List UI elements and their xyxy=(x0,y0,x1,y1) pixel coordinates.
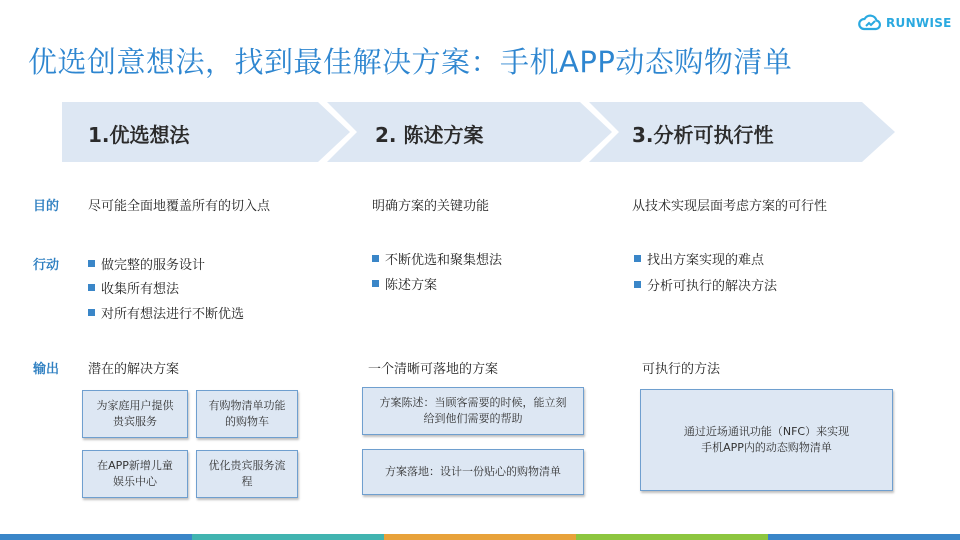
column-2-goal: 明确方案的关键功能 xyxy=(372,199,490,214)
bottom-color-bar xyxy=(0,534,960,540)
step-2-label: 2. 陈述方案 xyxy=(375,123,484,147)
bullet-square-icon xyxy=(372,280,379,287)
solution-implementation-box xyxy=(362,449,584,495)
action-text: 分析可执行的解决方法 xyxy=(647,279,778,294)
executable-method-box xyxy=(640,389,893,491)
bar-segment xyxy=(576,534,768,540)
action-text: 对所有想法进行不断优选 xyxy=(101,307,245,322)
box-text-line: 有购物清单功能 xyxy=(208,399,286,412)
column-2-output-title: 一个清晰可落地的方案 xyxy=(368,362,499,377)
column-1-action-item xyxy=(88,303,244,322)
column-3-action-item xyxy=(634,275,777,294)
solution-statement-box xyxy=(362,387,584,435)
action-text: 做完整的服务设计 xyxy=(101,258,206,273)
cloud-icon xyxy=(858,13,882,33)
box-text-line: 在APP新增儿童 xyxy=(97,459,173,472)
page-title: 优选创意想法，找到最佳解决方案：手机APP动态购物清单 xyxy=(28,45,793,79)
bullet-square-icon xyxy=(88,260,95,267)
bullet-square-icon xyxy=(634,255,641,262)
column-2-action-item xyxy=(372,249,502,268)
output-row-label: 输出 xyxy=(33,362,60,377)
step-1-label: 1.优选想法 xyxy=(88,123,190,147)
action-text: 找出方案实现的难点 xyxy=(647,253,765,268)
box-text-line: 手机APP内的动态购物清单 xyxy=(701,441,832,454)
idea-box xyxy=(196,450,298,498)
box-text-line: 程 xyxy=(241,475,253,488)
box-text-line: 娱乐中心 xyxy=(112,475,157,488)
bar-segment xyxy=(768,534,960,540)
action-text: 不断优选和聚集想法 xyxy=(385,253,503,268)
bar-segment xyxy=(192,534,384,540)
logo-text: RUNWISE xyxy=(886,16,952,30)
action-text: 收集所有想法 xyxy=(101,282,180,297)
box-text-line: 的购物车 xyxy=(225,415,269,428)
brand-logo xyxy=(858,10,952,36)
column-1-goal: 尽可能全面地覆盖所有的切入点 xyxy=(88,199,271,214)
bullet-square-icon xyxy=(634,281,641,288)
column-1-action-item xyxy=(88,254,205,273)
bullet-square-icon xyxy=(88,284,95,291)
bullet-square-icon xyxy=(88,309,95,316)
goal-row-label: 目的 xyxy=(33,199,60,214)
box-text-line: 贵宾服务 xyxy=(113,415,157,428)
column-3-goal: 从技术实现层面考虑方案的可行性 xyxy=(632,199,828,214)
column-3-output-title: 可执行的方法 xyxy=(642,362,721,377)
box-text-line: 给到他们需要的帮助 xyxy=(423,412,523,425)
box-text-line: 方案落地：设计一份贴心的购物清单 xyxy=(385,465,561,478)
idea-box xyxy=(82,390,188,438)
action-row-label: 行动 xyxy=(33,258,60,273)
action-text: 陈述方案 xyxy=(385,278,438,293)
column-3-action-item xyxy=(634,249,764,268)
box-text-line: 方案陈述：当顾客需要的时候，能立刻 xyxy=(379,396,567,409)
column-1-action-item xyxy=(88,278,179,297)
idea-box xyxy=(82,450,188,498)
bar-segment xyxy=(384,534,576,540)
idea-box xyxy=(196,390,298,438)
step-3-label: 3.分析可执行性 xyxy=(632,123,774,147)
column-2-action-item xyxy=(372,274,437,293)
bar-segment xyxy=(0,534,192,540)
box-text-line: 为家庭用户提供 xyxy=(96,399,174,412)
column-1-output-title: 潜在的解决方案 xyxy=(88,362,180,377)
bullet-square-icon xyxy=(372,255,379,262)
box-text-line: 优化贵宾服务流 xyxy=(208,459,286,472)
box-text-line: 通过近场通讯功能（NFC）来实现 xyxy=(683,425,850,438)
